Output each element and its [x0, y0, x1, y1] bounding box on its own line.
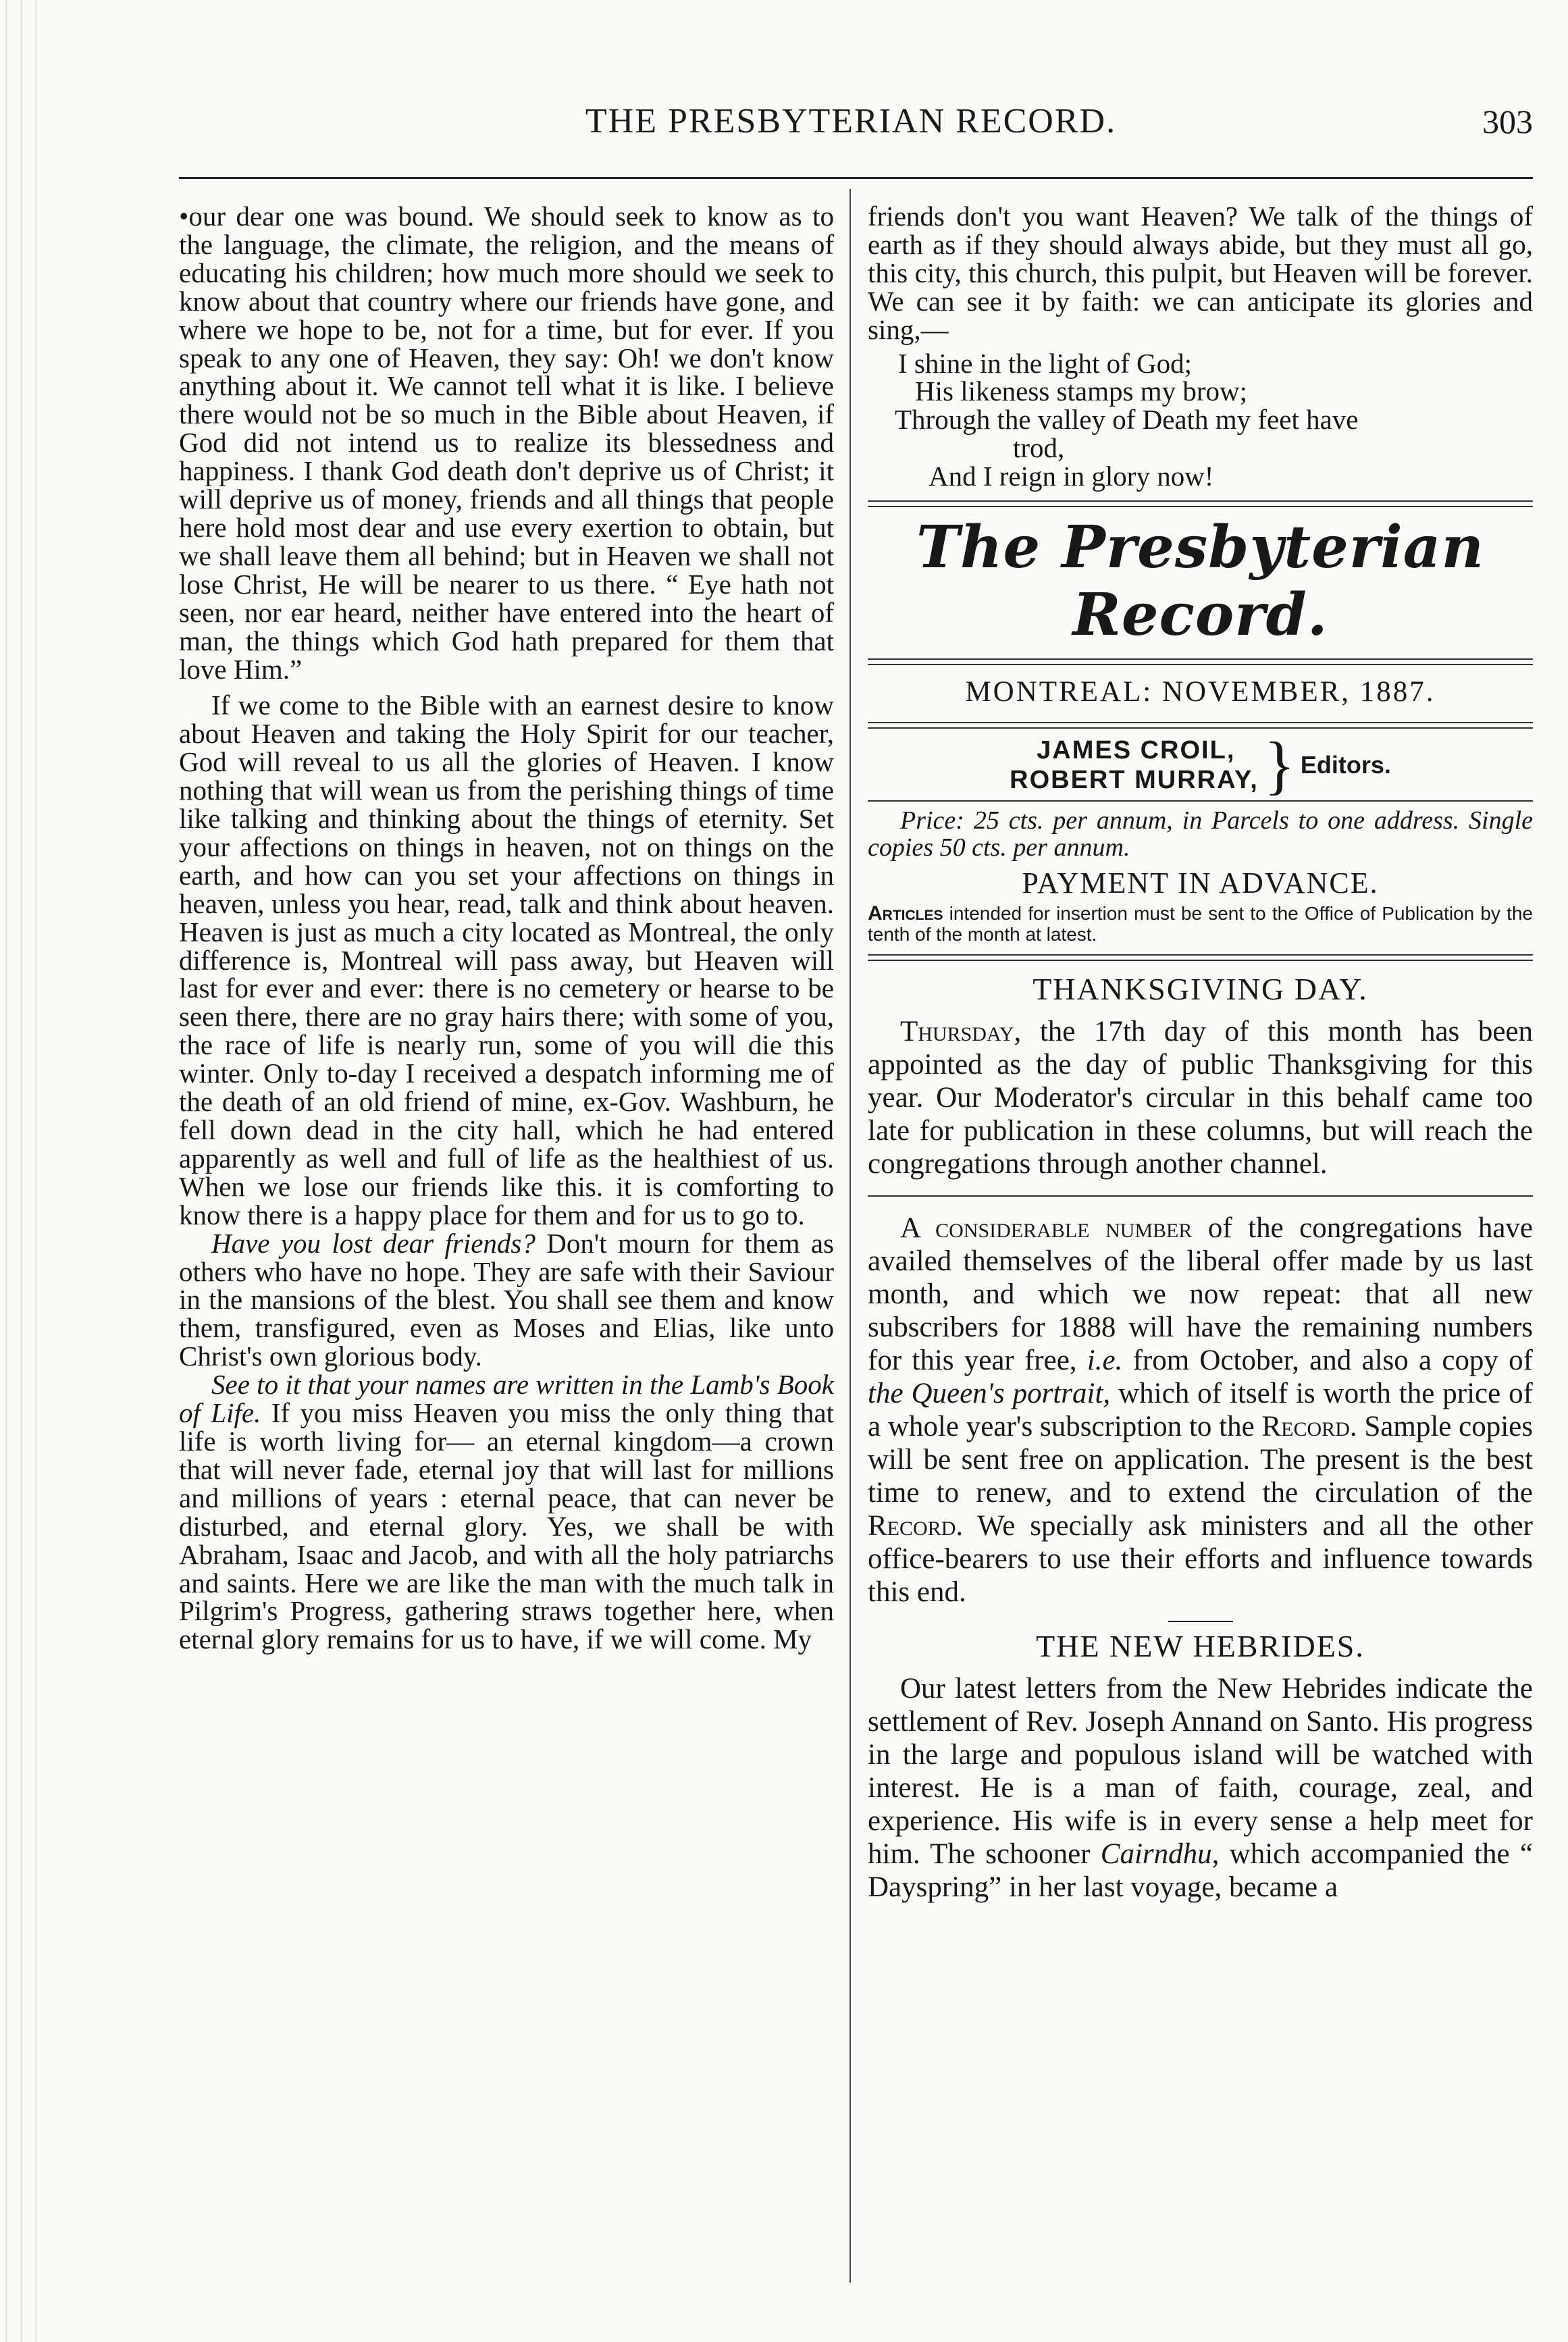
offer-text-c: which of itself is worth the price of a whole year's subscription to the: [868, 1378, 1533, 1443]
editors-rule: [868, 800, 1533, 802]
book-of-life-body: If you miss Heaven you miss the only thing that life is worth living for— an eternal kingdom—a crown that will never fade, eternal joy that will last for millions and millions of years : eternal peace, that can never be disturbed, and eternal glory. Yes, we shall be with Abraham, Isaac and Jacob, and with all the holy patriarchs and saints. Here we are like the man with the much talk in Pilgrim's Progress, gathering straws together here, when eternal glory remains for us to have, if we will come. My: [179, 1397, 834, 1655]
articles-notice: [868, 903, 1533, 945]
paragraph-book-of-life: [179, 1371, 834, 1654]
paragraph-subscription-offer: [868, 1212, 1533, 1609]
hebrides-text-b: which accompanied the “ Dayspring” in her last voyage, became a: [868, 1838, 1533, 1904]
hebrides-text-a: Our latest letters from the New Hebrides indicate the settlement of Rev. Joseph Annand on Santo. His progress in the large and populous island will be watched with interest. He is a man of faith, courage, zeal, and experience. His wife is in every sense a help meet for him. The schooner: [868, 1673, 1533, 1871]
paragraph-want-heaven: friends don't you want Heaven? We talk of the things of earth as if they should always abide, but they must all go, this city, this church, this pulpit, but Heaven will be forever. We can see it by faith: we can anticipate its glories and sing,—: [868, 201, 1533, 345]
offer-text-e: . We specially ask ministers and all the other office-bearers to use their efforts and influence towards this end.: [868, 1510, 1533, 1609]
hebrides-ship: Cairndhu,: [1100, 1838, 1220, 1871]
offer-text-d: . Sample copies will be sent free on application. The present is the best time to renew, and to extend the circulation of the: [868, 1411, 1533, 1509]
right-column: [868, 203, 1533, 1904]
thanksgiving-heading: THANKSGIVING DAY.: [1033, 972, 1368, 1007]
dateline-rule: [868, 722, 1533, 729]
page-number: 303: [1482, 103, 1533, 140]
paragraph-lost-friends: [179, 1227, 835, 1372]
payment-notice: PAYMENT IN ADVANCE.: [1022, 866, 1379, 900]
notice-rule: [868, 954, 1533, 961]
verse-line: Through the valley of Death my feet have: [895, 404, 1359, 436]
dateline: MONTREAL: NOVEMBER, 1887.: [965, 676, 1436, 708]
offer-portrait: the Queen's portrait,: [868, 1378, 1111, 1410]
offer-text-a: of the congregations have availed themselves of the liberal offer made by us last month, and which we now repeat: that all new subscribers for 1888 will have the remaining numbers for this year free,: [868, 1212, 1533, 1377]
verse-line: And I reign in glory now!: [929, 461, 1214, 492]
thanksgiving-rule: [868, 1195, 1533, 1197]
price-notice: [868, 807, 1533, 861]
editor-name: JAMES CROIL,: [1037, 736, 1236, 765]
brace-glyph: }: [1263, 729, 1295, 802]
hebrides-heading: THE NEW HEBRIDES.: [1036, 1629, 1365, 1664]
hymn-verse: [868, 347, 1533, 492]
masthead: The Presbyterian Record.: [916, 513, 1485, 650]
paragraph-new-hebrides: [868, 1672, 1533, 1904]
editor-names: [1010, 735, 1259, 795]
masthead-rule-bottom: [868, 658, 1533, 665]
lost-friends-body: Don't mourn for them as others who have no hope. They are safe with their Saviour in the mansions of the blest. You shall see them and know them, transfigured, even as Moses and Elias, like unto Christ's own glorious body.: [179, 1227, 835, 1372]
running-head: [169, 101, 1533, 142]
offer-record: Record: [868, 1510, 956, 1542]
price-lead: Price:: [900, 806, 964, 835]
editor-name: ROBERT MURRAY,: [1010, 766, 1259, 795]
binding-edge: [0, 0, 47, 2342]
journal-title: THE PRESBYTERIAN RECORD.: [585, 102, 1117, 140]
offer-text-b: from October, and also a copy of: [1122, 1345, 1533, 1377]
editors-block: [868, 729, 1533, 802]
header-rule: [179, 177, 1533, 179]
offer-lead: A considerable number: [900, 1212, 1193, 1245]
articles-lead: Articles: [868, 902, 943, 925]
offer-ie: i.e.: [1087, 1345, 1123, 1377]
editors-label: Editors.: [1300, 751, 1391, 779]
left-column: [179, 203, 834, 1654]
paragraph-bible-heaven: If we come to the Bible with an earnest desire to know about Heaven and taking the Holy Spirit for our teacher, God will reveal to us all the glories of Heaven. I know nothing that will wean us from the perishing things of time like talking and thinking about the things of eternity. Set your affections on things in heaven, not on things on the earth, and how can you set your affections on things in heaven, unless you hear, read, talk and think about heaven. Heaven is just as much a city located as Montreal, the only difference is, Montreal will pass away, but Heaven will last for ever and ever: there is no cemetery or hearse to be seen there, there are no gray hairs there; with some of you, the race of life is nearly run, some of you will die this winter. Only to-day I received a despatch informing me of the death of an old friend of mine, ex-Gov. Washburn, he fell down dead in the city hall, which he had entered apparently as well and full of life as the healthiest of us. When we lose our friends like this. it is comforting to know there is a happy place for them and for us to go to.: [179, 689, 834, 1230]
verse-line: I shine in the light of God;: [898, 347, 1193, 379]
articles-body: intended for insertion must be sent to the Office of Publication by the tenth of the month at latest.: [868, 903, 1533, 945]
price-body: 25 cts. per annum, in Parcels to one address. Single copies 50 cts. per annum.: [868, 806, 1533, 862]
thanksgiving-body: , the 17th day of this month has been appointed as the day of public Thanksgiving for this year. Our Moderator's circular in this behalf came too late for publication in these columns, but will reach the congregations through another channel.: [868, 1016, 1533, 1180]
lost-friends-lead: Have you lost dear friends?: [211, 1227, 535, 1259]
paragraph-heaven-knowledge: •our dear one was bound. We should seek to know as to the language, the climate, the religion, and the means of educating his children; how much more should we seek to know about that country where our friends have gone, and where we hope to be, not for a time, but for ever. If you speak to any one of Heaven, they say: Oh! we don't know anything about it. We cannot tell what it is like. I believe there would not be so much in the Bible about Heaven, if God did not intend us to realize its blessedness and happiness. I thank God death don't deprive us of Christ; it will deprive us of money, friends and all things that people here hold most dear and use every exertion to obtain, but we shall leave them all behind; but in Heaven we shall not lose Christ, He will be nearer to us there. “ Eye hath not seen, nor ear heard, neither have entered into the heart of man, the things which God hath prepared for them that love Him.”: [179, 201, 834, 685]
masthead-rule-top: [868, 500, 1533, 507]
verse-line: His likeness stamps my brow;: [915, 375, 1247, 407]
offer-record: Record: [1261, 1411, 1350, 1443]
section-rule: [1168, 1621, 1233, 1622]
paragraph-thanksgiving: [868, 1015, 1533, 1180]
verse-line: trod,: [1013, 432, 1065, 464]
thanksgiving-lead: Thursday: [900, 1016, 1014, 1048]
book-of-life-lead: See to it that your names are written in the Lamb's Book of Life.: [179, 1369, 834, 1429]
column-divider: [850, 189, 851, 2283]
